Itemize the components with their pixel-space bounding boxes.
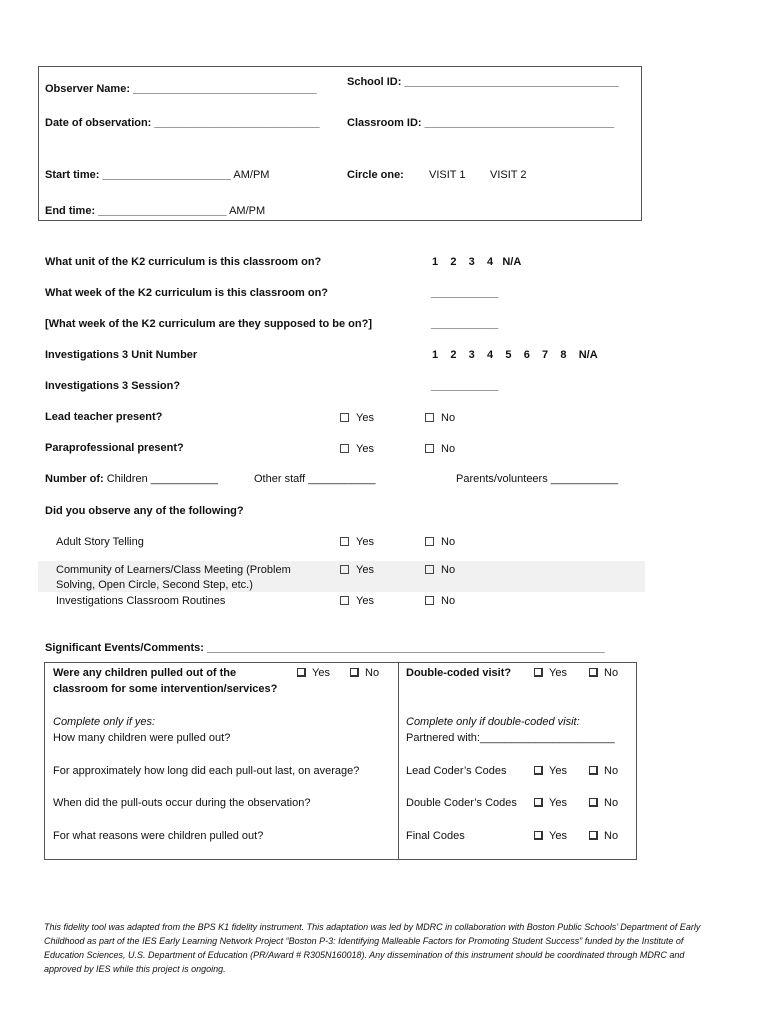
checkbox-icon [534, 668, 543, 677]
k2-week-supposed-question: [What week of the K2 curriculum are they supposed to be on?] [45, 318, 372, 330]
visit-1-option[interactable]: VISIT 1 [429, 169, 466, 181]
inv3-unit-question: Investigations 3 Unit Number [45, 349, 198, 361]
double-coded-question: Double-coded visit? [406, 667, 512, 679]
checkbox-icon [589, 831, 598, 840]
observe-question: Did you observe any of the following? [45, 505, 244, 517]
double-coder-codes-label: Double Coder’s Codes [406, 797, 517, 809]
how-long-question: For approximately how long did each pull-out last, on average? [53, 765, 360, 777]
observe-item-no[interactable]: No [425, 564, 455, 576]
checkbox-icon [534, 766, 543, 775]
lead-teacher-yes[interactable]: Yes [340, 412, 374, 424]
paraprofessional-yes[interactable]: Yes [340, 443, 374, 455]
observe-item-label: Investigations Classroom Routines [56, 595, 226, 607]
checkbox-icon [340, 565, 349, 574]
lead-teacher-no[interactable]: No [425, 412, 455, 424]
date-of-observation-field[interactable]: Date of observation: ___________________________ [45, 117, 320, 129]
checkbox-icon [340, 537, 349, 546]
k2-week-question: What week of the K2 curriculum is this classroom on? [45, 287, 329, 299]
other-staff-field[interactable]: Other staff ___________ [254, 473, 376, 485]
checkbox-icon [589, 766, 598, 775]
pullout-question: Were any children pulled out of the [53, 667, 237, 679]
lead-coder-no[interactable]: No [589, 765, 618, 777]
double-coded-no[interactable]: No [589, 667, 618, 679]
observe-item-no[interactable]: No [425, 536, 455, 548]
observe-item-label-line2: Solving, Open Circle, Second Step, etc.) [56, 579, 253, 591]
checkbox-icon [340, 444, 349, 453]
when-question: When did the pull-outs occur during the observation? [53, 797, 311, 809]
checkbox-icon [589, 798, 598, 807]
column-divider [398, 662, 399, 860]
checkbox-icon [340, 413, 349, 422]
checkbox-icon [589, 668, 598, 677]
significant-events-field[interactable]: Significant Events/Comments: _________________________________________________________________ [45, 642, 605, 654]
pullout-yes[interactable]: Yes [297, 667, 330, 679]
visit-2-option[interactable]: VISIT 2 [490, 169, 527, 181]
observe-item-no[interactable]: No [425, 595, 455, 607]
lead-coder-codes-label: Lead Coder’s Codes [406, 765, 507, 777]
end-time-ampm: AM/PM [229, 205, 266, 217]
k2-unit-question: What unit of the K2 curriculum is this classroom on? [45, 256, 322, 268]
k2-unit-options[interactable]: 1 2 3 4 N/A [432, 256, 522, 268]
partnered-with-field[interactable]: Partnered with:______________________ [406, 732, 615, 744]
checkbox-icon [425, 413, 434, 422]
number-of-label: Number of: [45, 473, 104, 485]
children-count-field[interactable]: Children ___________ [106, 473, 219, 485]
checkbox-icon [350, 668, 359, 677]
observer-name-field[interactable]: Observer Name: ______________________________ [45, 83, 317, 95]
start-time-row[interactable] [45, 169, 269, 181]
checkbox-icon [340, 596, 349, 605]
complete-if-yes-note: Complete only if yes: [53, 716, 156, 728]
end-time-label: End time: _____________________ [45, 205, 227, 217]
inv3-unit-options[interactable]: 1 2 3 4 5 6 7 8 N/A [432, 349, 598, 361]
final-codes-yes[interactable]: Yes [534, 830, 567, 842]
inv3-session-blank[interactable]: ___________ [431, 380, 499, 392]
how-many-question: How many children were pulled out? [53, 732, 231, 744]
checkbox-icon [425, 596, 434, 605]
double-coder-yes[interactable]: Yes [534, 797, 567, 809]
observe-item-label: Adult Story Telling [56, 536, 144, 548]
lead-teacher-question: Lead teacher present? [45, 411, 163, 423]
checkbox-icon [534, 798, 543, 807]
checkbox-icon [534, 831, 543, 840]
k2-week-supposed-blank[interactable]: ___________ [431, 318, 499, 330]
start-time-ampm: AM/PM [233, 169, 270, 181]
classroom-id-field[interactable]: Classroom ID: _______________________________ [347, 117, 615, 129]
start-time-label: Start time: _____________________ [45, 169, 231, 181]
double-coded-yes[interactable]: Yes [534, 667, 567, 679]
pullout-no[interactable]: No [350, 667, 379, 679]
complete-if-double-coded-note: Complete only if double-coded visit: [406, 716, 580, 728]
checkbox-icon [425, 444, 434, 453]
checkbox-icon [297, 668, 306, 677]
paraprofessional-no[interactable]: No [425, 443, 455, 455]
circle-one-label: Circle one: [347, 169, 404, 181]
observe-item-yes[interactable]: Yes [340, 595, 374, 607]
observe-item-yes[interactable]: Yes [340, 536, 374, 548]
double-coder-no[interactable]: No [589, 797, 618, 809]
final-codes-label: Final Codes [406, 830, 465, 842]
footer-note: This fidelity tool was adapted from the BPS K1 fidelity instrument. This adaptation was led by MDRC in collaboration with Boston Public Schools’ Department of Early Childhood as part of the IES Early Learning Network Project “Boston P-3: Identifying Malleable Factors for Promoting Student Success” funded by the Institute of Education Sciences, U.S. Department of Education (PR/Award # R305N160018). Any dissemination of this instrument should be coordinated through MDRC and approved by IES while this project is ongoing. [44, 922, 701, 974]
inv3-session-question: Investigations 3 Session? [45, 380, 181, 392]
end-time-row[interactable] [45, 205, 265, 217]
final-codes-no[interactable]: No [589, 830, 618, 842]
checkbox-icon [425, 537, 434, 546]
school-id-field[interactable]: School ID: ___________________________________ [347, 76, 619, 88]
checkbox-icon [425, 565, 434, 574]
number-of-row[interactable] [45, 473, 218, 485]
reasons-question: For what reasons were children pulled out? [53, 830, 264, 842]
observe-item-yes[interactable]: Yes [340, 564, 374, 576]
k2-week-blank[interactable]: ___________ [431, 287, 499, 299]
pullout-question-line2: classroom for some intervention/services? [53, 683, 278, 695]
paraprofessional-question: Paraprofessional present? [45, 442, 184, 454]
lead-coder-yes[interactable]: Yes [534, 765, 567, 777]
observe-item-label: Community of Learners/Class Meeting (Problem [56, 564, 291, 576]
parents-volunteers-field[interactable]: Parents/volunteers ___________ [456, 473, 619, 485]
